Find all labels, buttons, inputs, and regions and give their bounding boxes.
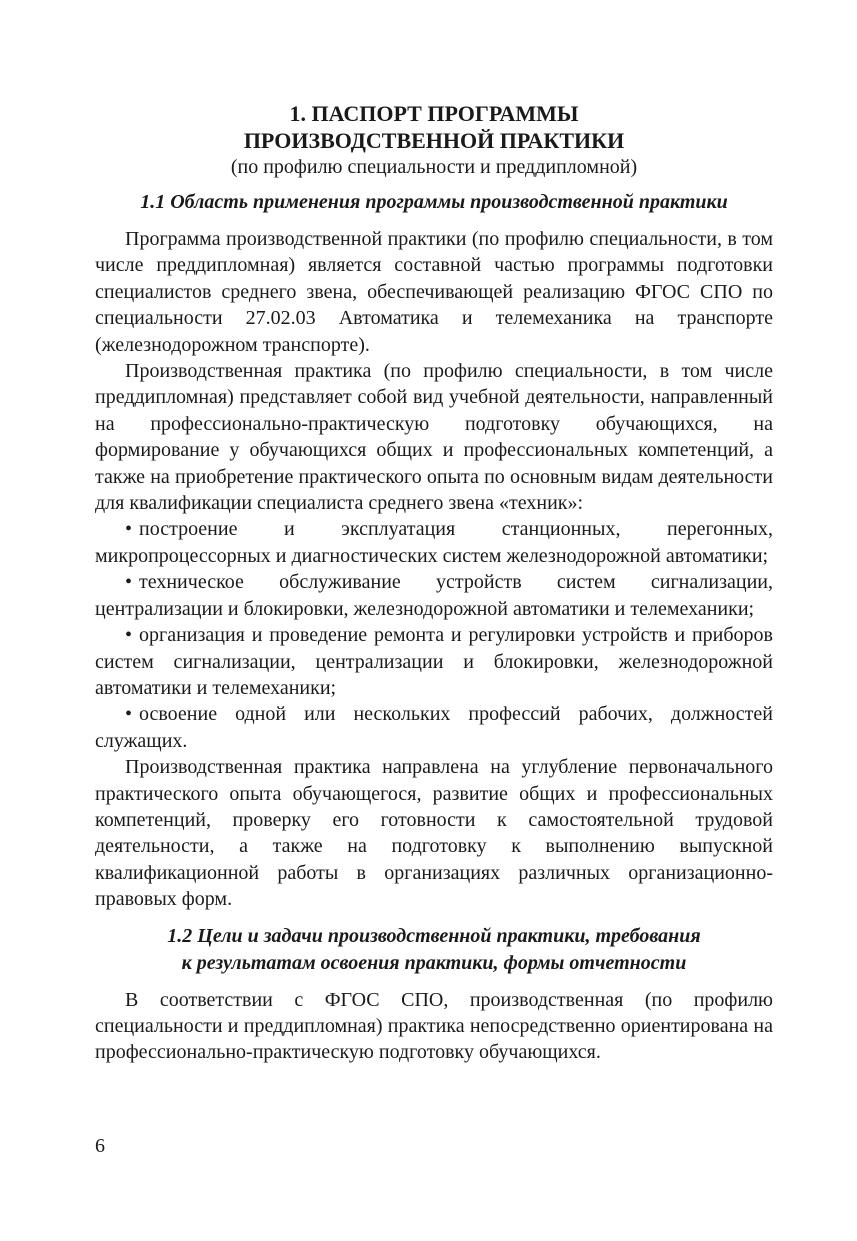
section-1-paragraph-2: Производственная практика (по профилю специальности, в том числе преддипломная) представляет собой вид учебной деятельности, направленный на профессионально-практическую подготовку обучающихся, на формирование у обучающихся общих и профессиональных компетенций, а также на приобретение практического опыта по основным видам деятельности для квалификации специалиста среднего звена «техник»: — [95, 360, 773, 515]
section-2-heading-line-2: к результатам освоения практики, формы отчетности — [181, 951, 687, 974]
list-item — [95, 622, 773, 701]
competency-list — [95, 516, 773, 754]
list-item — [95, 516, 773, 569]
document-subtitle: (по профилю специальности и преддипломной) — [230, 156, 638, 178]
list-item-text: организация и проведение ремонта и регулировки устройств и приборов систем сигнализации, централизации и блокировки, железнодорожной автоматики и телемеханики; — [95, 624, 773, 699]
section-2-heading-line-1: 1.2 Цели и задачи производственной практики, требования — [167, 924, 701, 947]
list-item-text: построение и эксплуатация станционных, перегонных, микропроцессорных и диагностических систем железнодорожной автоматики; — [95, 518, 773, 567]
section-2-heading — [95, 923, 773, 977]
section-1-heading: 1.1 Область применения программы производственной практики — [140, 191, 728, 213]
document-page — [95, 100, 773, 1066]
title-line-2: ПРОИЗВОДСТВЕННОЙ ПРАКТИКИ — [243, 128, 625, 153]
bullet-icon: • — [125, 624, 133, 647]
title-line-1: 1. ПАСПОРТ ПРОГРАММЫ — [289, 101, 579, 126]
page-number: 6 — [95, 1135, 105, 1157]
section-2-paragraph-1: В соответствии с ФГОС СПО, производственная (по профилю специальности и преддипломная) практика непосредственно ориентирована на профессионально-практическую подготовку обучающихся. — [95, 988, 773, 1064]
list-item-text: освоение одной или нескольких профессий рабочих, должностей служащих. — [95, 703, 773, 752]
section-1-paragraph-1: Программа производственной практики (по профилю специальности, в том числе преддипломная) является составной частью программы подготовки специалистов среднего звена, обеспечивающей реализацию ФГОС СПО по специальности 27.02.03 Автоматика и телемеханика на транспорте (железнодорожном транспорте). — [95, 228, 773, 356]
bullet-icon: • — [125, 518, 133, 541]
bullet-icon: • — [125, 703, 133, 726]
document-title — [95, 100, 773, 154]
bullet-icon: • — [125, 571, 133, 594]
list-item — [95, 569, 773, 622]
list-item — [95, 701, 773, 754]
list-item-text: техническое обслуживание устройств систем сигнализации, централизации и блокировки, железнодорожной автоматики и телемеханики; — [95, 571, 773, 620]
section-1-paragraph-3: Производственная практика направлена на углубление первоначального практического опыта обучающегося, развитие общих и профессиональных компетенций, проверку его готовности к самостоятельной трудовой деятельности, а также на подготовку к выполнению выпускной квалификационной работы в организациях различных организационно-правовых форм. — [95, 756, 773, 911]
